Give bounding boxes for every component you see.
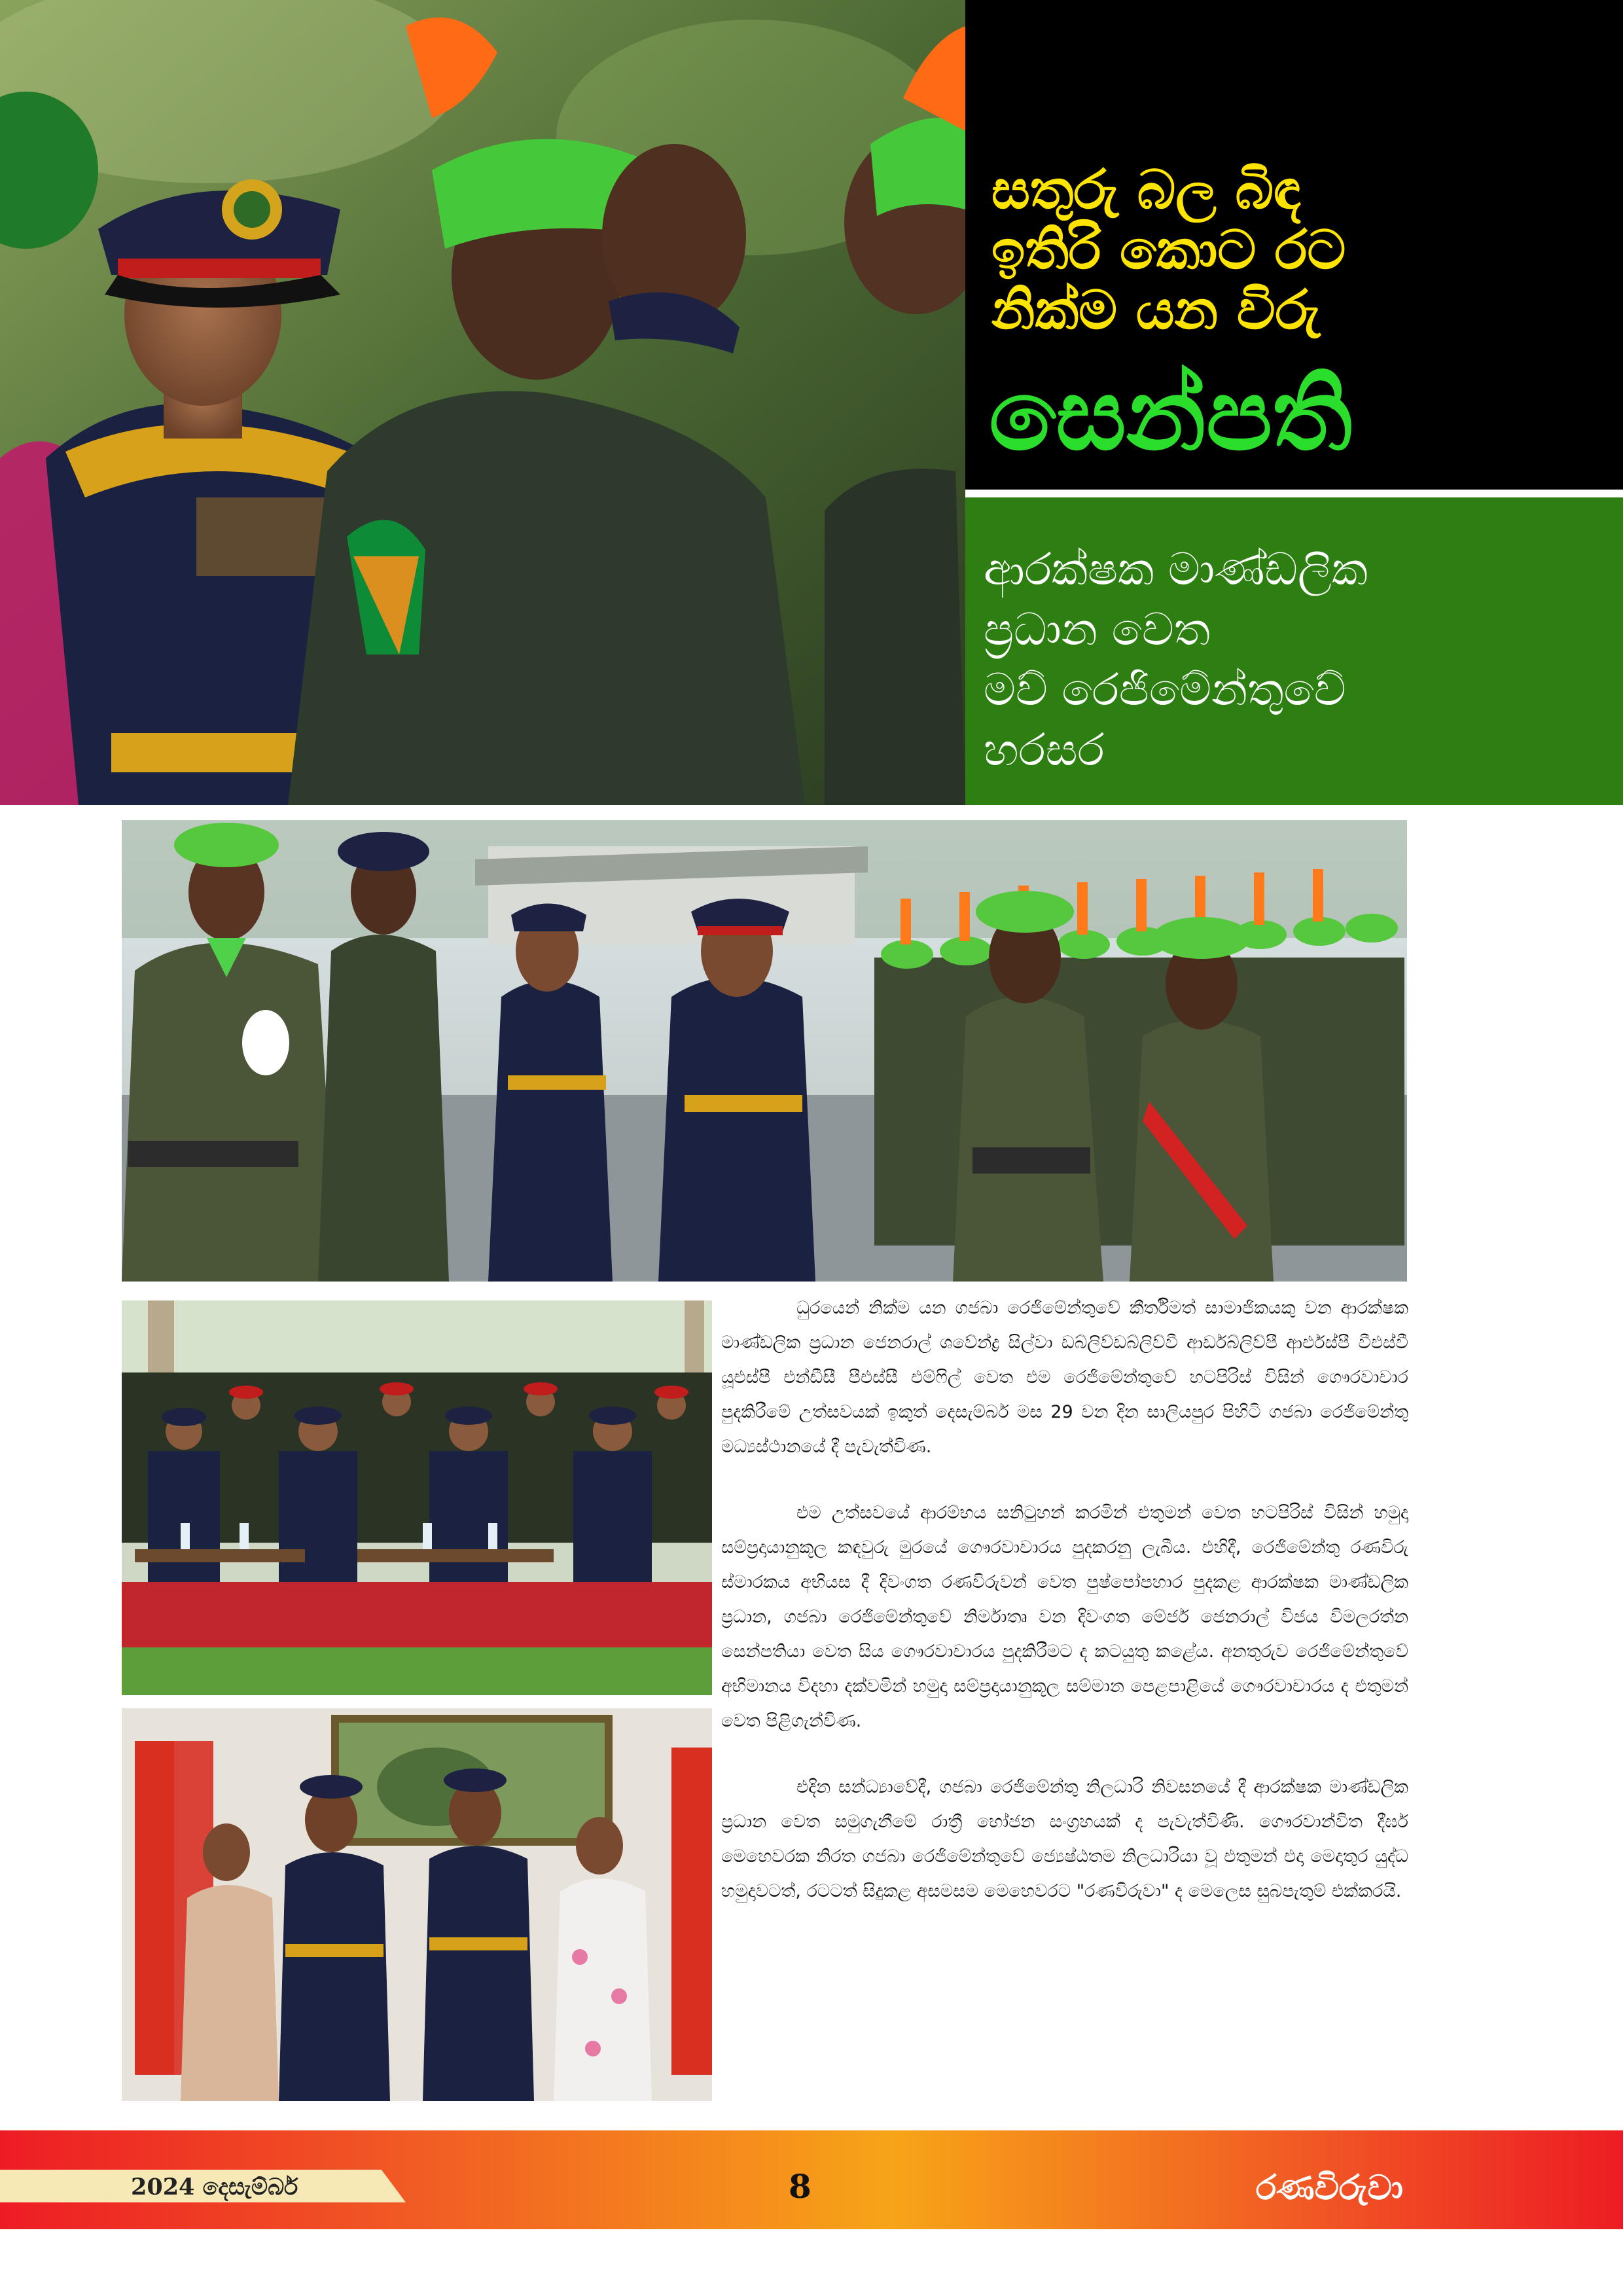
subtitle-line-4: හරසර bbox=[984, 725, 1105, 776]
hero-photo-illustration bbox=[0, 0, 965, 805]
subtitle-lines bbox=[984, 540, 1605, 781]
parade-inspection-photo bbox=[122, 820, 1407, 1282]
subtitle-line-1: ආරක්ෂක මාණ්ඩලික bbox=[984, 544, 1368, 596]
hero-photo bbox=[0, 0, 965, 805]
title-line-3: නික්ම යන විරු bbox=[991, 279, 1321, 342]
title-lines bbox=[991, 160, 1607, 341]
group-portrait-illustration bbox=[122, 1708, 712, 2101]
group-portrait-photo bbox=[122, 1708, 712, 2101]
officers-seated-illustration bbox=[122, 1300, 712, 1695]
page-number: 8 bbox=[789, 2167, 812, 2206]
article-paragraph-3: එදින සන්ධ්‍යාවේදී, ගජබා රෙජිමේන්තු නිලධාරි නිවසනයේ දී ආරක්ෂක මාණ්ඩලික ප්‍රධාන වෙත සමුගැනීමේ රාත්‍රී භෝජන සංග්‍රහයක් ද පැවැත්විණි. ගෞරවාන්විත දීර්ඝ මෙහෙවරක නිරත ගජබා රෙජිමේන්තුවේ ජ්‍යෙෂ්ඨතම නිලධාරියා වූ එතුමන් එදා මෙදාතුර යුද්ධ හමුදාවටත්, රටටත් සිදුකළ අසමසම මෙහෙවරට "රණවිරුවා" ද මෙලෙස සුබපැතුම් එක්කරයි. bbox=[721, 1777, 1408, 1901]
subtitle-line-3: මව් රෙජිමේන්තුවේ bbox=[984, 664, 1346, 716]
article-body bbox=[721, 1291, 1408, 1940]
article-paragraph-1: ධුරයෙන් නික්ම යන ගජබා රෙජිමේන්තුවේ කීර්තිමත් සාමාජිකයකු වන ආරක්ෂක මාණ්ඩලික ප්‍රධාන ජෙනරාල් ශවේන්ද්‍ර සිල්වා ඩබ්ලිව්ඩබ්ලිව්වී ආර්ඩබ්ලිව්පී ආර්එස්පී වීඑස්වී යූඑස්පී එන්ඩීසී පීඑස්සී එම්ෆිල් වෙත එම රෙජිමේන්තුවේ හටපිරිස් විසින් ගෞරවාචාර පුදකිරීමේ උත්සවයක් ඉකුත් දෙසැම්බර් මස 29 වන දින සාලියපුර පිහිටි ගජබා රෙජිමේන්තු මධ්‍යස්ථානයේ දී පැවැත්විණ. bbox=[721, 1298, 1408, 1457]
title-line-1: සතුරු බල බිඳ bbox=[991, 159, 1301, 221]
parade-inspection-illustration bbox=[122, 820, 1407, 1282]
footer-date: 2024 දෙසැම්බර් bbox=[131, 2174, 298, 2200]
headline: සෙන්පති bbox=[989, 359, 1353, 473]
title-line-2: ඉතිරි කොට රට bbox=[991, 219, 1346, 281]
subtitle-block bbox=[965, 497, 1623, 805]
article-paragraph-2: එම උත්සවයේ ආරම්භය සනිටුහන් කරමින් එතුමන් වෙත හටපිරිස් විසින් හමුදා සම්ප්‍රදායානුකූල කඳවුරු මුරයේ ගෞරවාචාරය පුදකරනු ලැබීය. එහිදී, රෙජිමේන්තු රණවිරු ස්මාරකය අභියස දී දිවංගත රණවිරුවන් වෙත පුෂ්පෝපහාර පුදකළ ආරක්ෂක මාණ්ඩලික ප්‍රධාන, ගජබා රෙජිමේන්තුවේ නිර්මාතෘ වන දිවංගත මේජර් ජෙනරාල් විජය විමලරත්න සෙන්පතියා වෙත සිය ගෞරවාචාරය පුදකිරීමට ද කටයුතු කළේය. අනතුරුව රෙජිමේන්තුවේ අභිමානය විදහා දක්වමින් හමුදා සම්ප්‍රදායානුකූල සම්මාන පෙළපාළියේ ගෞරවාචාරය ද එතුමන් වෙත පිළිගැන්විණ. bbox=[721, 1503, 1408, 1731]
officers-seated-photo bbox=[122, 1300, 712, 1695]
title-block bbox=[965, 0, 1623, 490]
page-footer bbox=[0, 2130, 1623, 2229]
title-separator bbox=[965, 490, 1623, 497]
magazine-name: රණවිරුවා bbox=[1255, 2168, 1403, 2208]
subtitle-line-2: ප්‍රධාන වෙත bbox=[984, 604, 1211, 656]
